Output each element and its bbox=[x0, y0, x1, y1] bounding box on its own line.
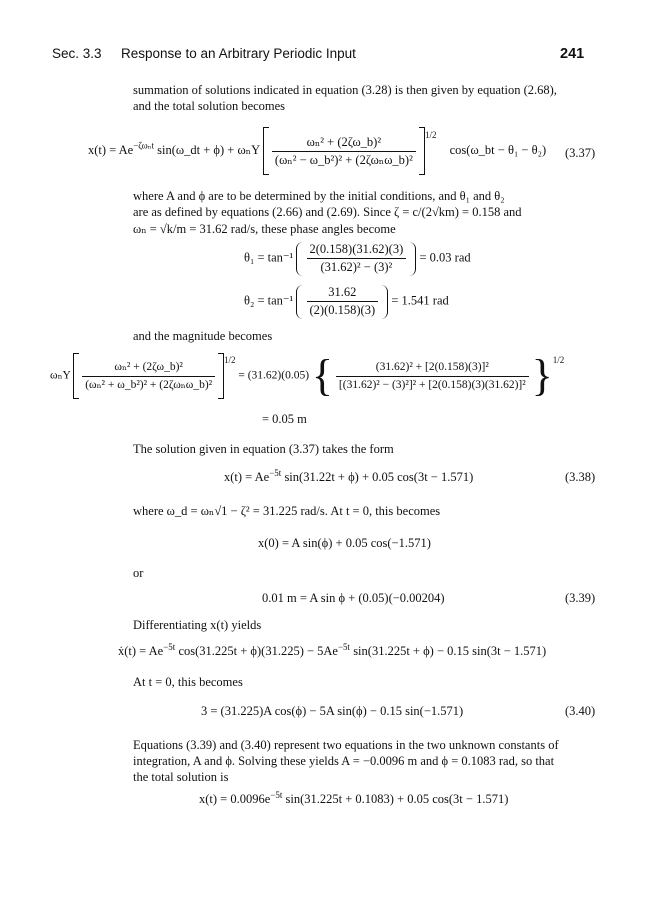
page-number: 241 bbox=[560, 46, 585, 62]
left-paren bbox=[296, 285, 303, 319]
equation-magnitude: ωₙY $\frac{\text{ωₙ² + (2ζω\_b)²}}{\text{(ωₙ² + ω\_b²)² + (2ζωₙω\_b)²}}$ $^{1/2}$ = (31.62)(0.05) { $\frac{\text{(31.62)² + [2(0.158)(3)]²}}{\text{[(31.62)² − (3)²]² + [2(0.158)(3)(31.62)]²}}$ }$^{1/2}$ bbox=[50, 351, 565, 400]
paragraph-line: are as defined by equations (2.66) and (2.69). Since ζ = c/(2√km) = 0.158 and bbox=[133, 205, 522, 219]
fraction: $\frac{2(0.158)(31.62)(3)}{\text{(31.62)² − (3)²}}$ bbox=[307, 241, 407, 276]
left-paren bbox=[296, 242, 303, 276]
paragraph-line: where ω_d = ωₙ√1 − ζ² = 31.225 rad/s. At t = 0, this becomes bbox=[133, 504, 441, 518]
paragraph-line: ωₙ = √k/m = 31.62 rad/s, these phase angles become bbox=[133, 222, 396, 236]
fraction: $\frac{31.62}{(2)(0.158)(3)}$ bbox=[307, 284, 379, 319]
section-label: Sec. 3.3 bbox=[52, 46, 102, 61]
paragraph-line: where A and ϕ are to be determined by the initial conditions, and θ₁ and θ₂ bbox=[133, 189, 505, 203]
equation-3-37: $x(t) = Ae^{-\zeta\omega_nt}$ sin(ω_dt + ϕ) + ωₙY $\frac{\text{ωₙ² + (2ζω\_b)²}}{\text{(ωₙ² − ω\_b²)² + (2ζωₙω\_b)²}}$ $^{1/2}$ cos(ω_bt − θ₁ − θ₂) bbox=[88, 127, 546, 175]
equation-3-40: 3 = (31.225)A cos(ϕ) − 5A sin(ϕ) − 0.15 sin(−1.571) bbox=[201, 704, 464, 718]
paragraph-line: summation of solutions indicated in equation (3.28) is then given by equation (2.68), bbox=[133, 83, 557, 97]
paragraph-line: integration, A and ϕ. Solving these yields A = −0.0096 m and ϕ = 0.1083 rad, so that bbox=[133, 754, 555, 768]
equation-number: (3.40) bbox=[565, 704, 596, 718]
paragraph-line: the total solution is bbox=[133, 770, 229, 784]
equation-number: (3.37) bbox=[565, 146, 596, 160]
paragraph-line: and the magnitude becomes bbox=[133, 329, 273, 343]
magnitude-result: = 0.05 m bbox=[262, 412, 307, 426]
paragraph-line: Equations (3.39) and (3.40) represent two equations in the two unknown constants of bbox=[133, 738, 559, 752]
paragraph-line: At t = 0, this becomes bbox=[133, 675, 243, 689]
equation-3-39: 0.01 m = A sin ϕ + (0.05)(−0.00204) bbox=[262, 591, 445, 605]
running-title: Response to an Arbitrary Periodic Input bbox=[121, 46, 356, 61]
paragraph-line: Differentiating x(t) yields bbox=[133, 618, 262, 632]
right-brace: } bbox=[531, 351, 553, 400]
equation-number: (3.39) bbox=[565, 591, 596, 605]
right-paren bbox=[409, 242, 416, 276]
fraction: $\frac{\text{ωₙ² + (2ζω\_b)²}}{\text{(ωₙ² + ω\_b²)² + (2ζωₙω\_b)²}}$ bbox=[82, 359, 215, 394]
paragraph-line: The solution given in equation (3.37) takes the form bbox=[133, 442, 394, 456]
paragraph-line: and the total solution becomes bbox=[133, 99, 286, 113]
equation-number: (3.38) bbox=[565, 470, 596, 484]
left-brace: { bbox=[311, 351, 334, 400]
equation-theta1: θ₁ = tan⁻¹ $\frac{2(0.158)(31.62)(3)}{\text{(31.62)² − (3)²}}$ = 0.03 rad bbox=[244, 242, 471, 274]
fraction: $\frac{\text{ωₙ² + (2ζω\_b)²}}{\text{(ωₙ² − ω\_b²)² + (2ζωₙω\_b)²}}$ bbox=[272, 134, 416, 169]
left-bracket bbox=[73, 353, 79, 399]
right-paren bbox=[381, 285, 388, 319]
equation-3-38: $x(t) = Ae^{-5t}$ sin(31.22t + ϕ) + 0.05 cos(3t − 1.571) bbox=[224, 467, 474, 484]
equation-theta2: θ₂ = tan⁻¹ $\frac{31.62}{(2)(0.158)(3)}$ = 1.541 rad bbox=[244, 285, 449, 317]
paragraph-line: or bbox=[133, 566, 144, 580]
equation-final-solution: $x(t) = 0.0096e^{-5t}$ sin(31.225t + 0.1083) + 0.05 cos(3t − 1.571) bbox=[199, 789, 509, 806]
equation-xdot: ẋ(t) = $Ae^{-5t}$ $\cos(31.225t + \phi)(31.225) - 5Ae^{-5t}$ sin(31.225t + ϕ) − 0.15 sin(3t − 1.571) bbox=[118, 641, 547, 658]
fraction: $\frac{\text{(31.62)² + [2(0.158)(3)]²}}{\text{[(31.62)² − (3)²]² + [2(0.158)(3)(31.62)]²}}$ bbox=[336, 359, 529, 394]
equation-x0: x(0) = A sin(ϕ) + 0.05 cos(−1.571) bbox=[258, 536, 431, 550]
left-bracket bbox=[263, 127, 269, 175]
